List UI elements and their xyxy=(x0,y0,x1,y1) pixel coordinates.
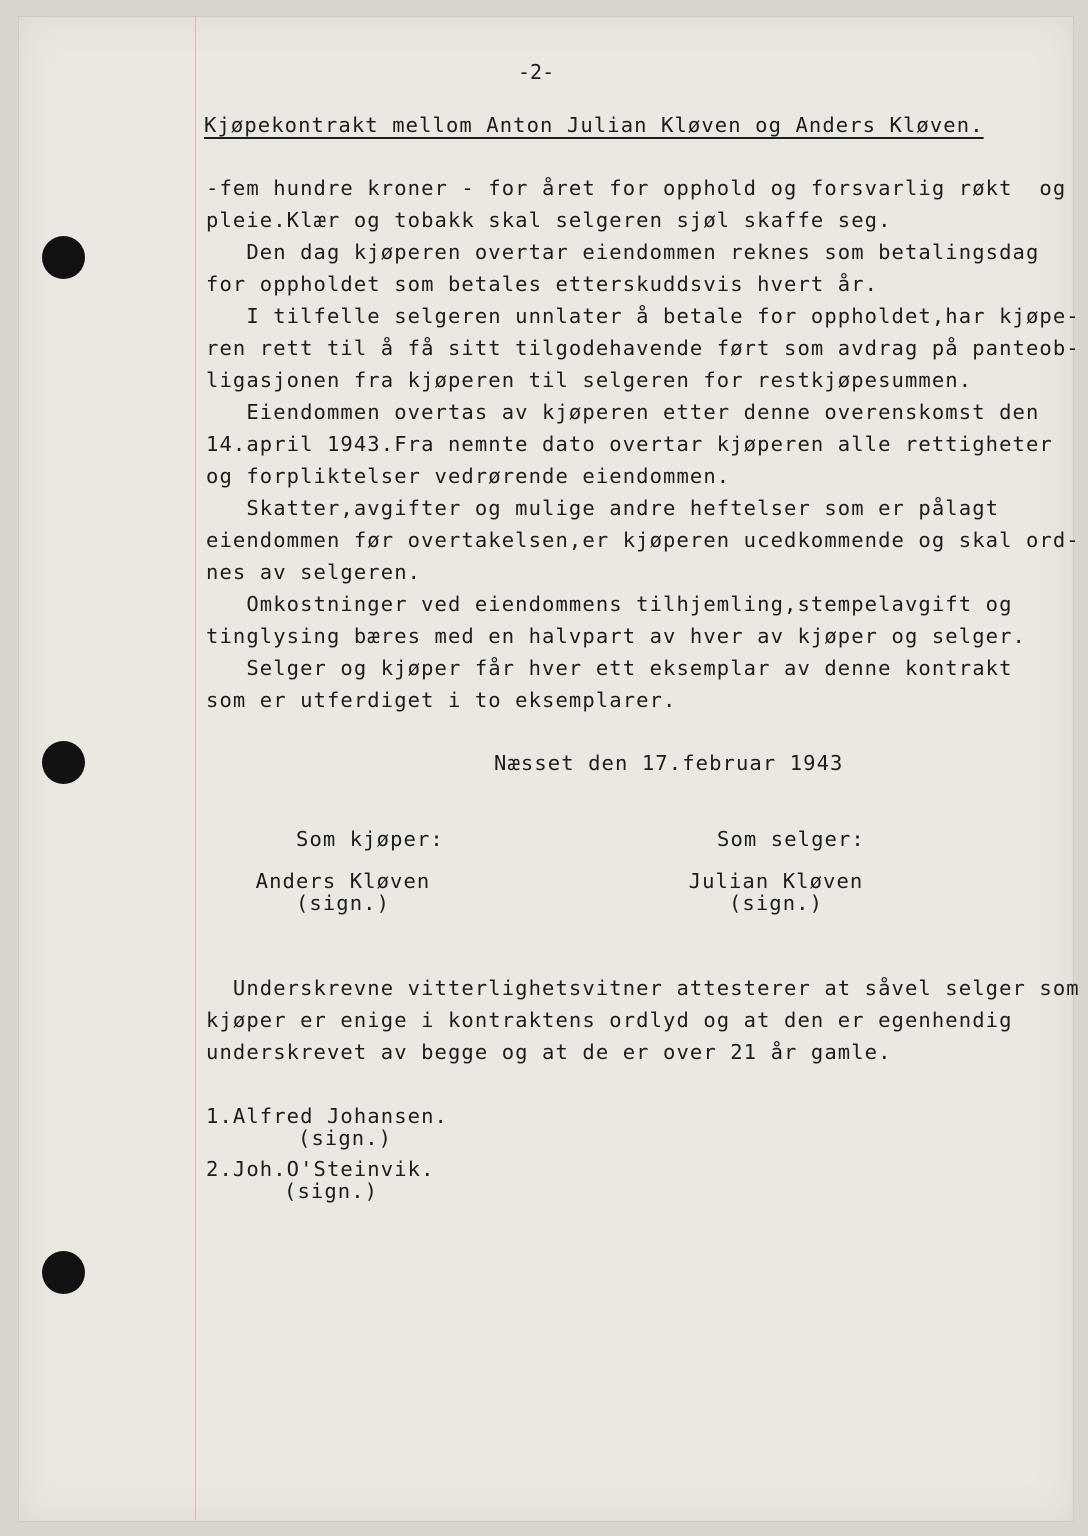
body-line: Den dag kjøperen overtar eiendommen reknes som betalingsdag xyxy=(206,240,1040,264)
body-line: I tilfelle selgeren unnlater å betale for oppholdet,har kjøpe- xyxy=(206,304,1080,328)
body-line: 14.april 1943.Fra nemnte dato overtar kjøperen alle rettigheter xyxy=(206,432,1053,456)
body-line: og forpliktelser vedrørende eiendommen. xyxy=(206,464,731,488)
witness-line: kjøper er enige i kontraktens ordlyd og at den er egenhendig xyxy=(206,1008,1013,1032)
body-line: Eiendommen overtas av kjøperen etter denne overenskomst den xyxy=(206,400,1040,424)
punch-hole-middle xyxy=(42,741,85,784)
body-line: Skatter,avgifter og mulige andre heftelser som er pålagt xyxy=(206,496,1000,520)
seller-label: Som selger: xyxy=(717,827,865,851)
witness-line: underskrevet av begge og at de er over 21 år gamle. xyxy=(206,1040,892,1064)
seller-name: Julian Kløven xyxy=(688,869,864,893)
witness-name: 2.Joh.O'Steinvik. xyxy=(206,1157,435,1181)
punch-hole-bottom xyxy=(42,1251,85,1294)
body-line: ren rett til å få sitt tilgodehavende ført som avdrag på panteob- xyxy=(206,336,1080,360)
body-line: Selger og kjøper får hver ett eksemplar av denne kontrakt xyxy=(206,656,1013,680)
body-line: for oppholdet som betales etterskuddsvis hvert år. xyxy=(206,272,879,296)
buyer-name: Anders Kløven xyxy=(255,869,431,893)
contract-title: Kjøpekontrakt mellom Anton Julian Kløven og Anders Kløven. xyxy=(204,113,984,137)
body-line: tinglysing bæres med en halvpart av hver av kjøper og selger. xyxy=(206,624,1026,648)
body-line: eiendommen før overtakelsen,er kjøperen ucedkommende og skal ord- xyxy=(206,528,1080,552)
margin-rule xyxy=(195,16,196,1520)
witness-sign: (sign.) xyxy=(298,1126,393,1150)
body-line: pleie.Klær og tobakk skal selgeren sjøl skaffe seg. xyxy=(206,208,892,232)
witness-name: 1.Alfred Johansen. xyxy=(206,1104,448,1128)
body-line: nes av selgeren. xyxy=(206,560,422,584)
witness-sign: (sign.) xyxy=(284,1179,379,1203)
body-line: som er utferdiget i to eksemplarer. xyxy=(206,688,677,712)
punch-hole-top xyxy=(42,236,85,279)
page-number: -2- xyxy=(518,60,555,84)
witness-line: Underskrevne vitterlighetsvitner attesterer at såvel selger som xyxy=(206,976,1080,1000)
body-line: Omkostninger ved eiendommens tilhjemling,stempelavgift og xyxy=(206,592,1013,616)
body-line: ligasjonen fra kjøperen til selgeren for restkjøpesummen. xyxy=(206,368,973,392)
seller-sign: (sign.) xyxy=(728,891,824,915)
place-date: Næsset den 17.februar 1943 xyxy=(494,751,844,775)
body-line: -fem hundre kroner - for året for opphold og forsvarlig røkt og xyxy=(206,176,1067,200)
buyer-sign: (sign.) xyxy=(295,891,391,915)
buyer-label: Som kjøper: xyxy=(296,827,444,851)
